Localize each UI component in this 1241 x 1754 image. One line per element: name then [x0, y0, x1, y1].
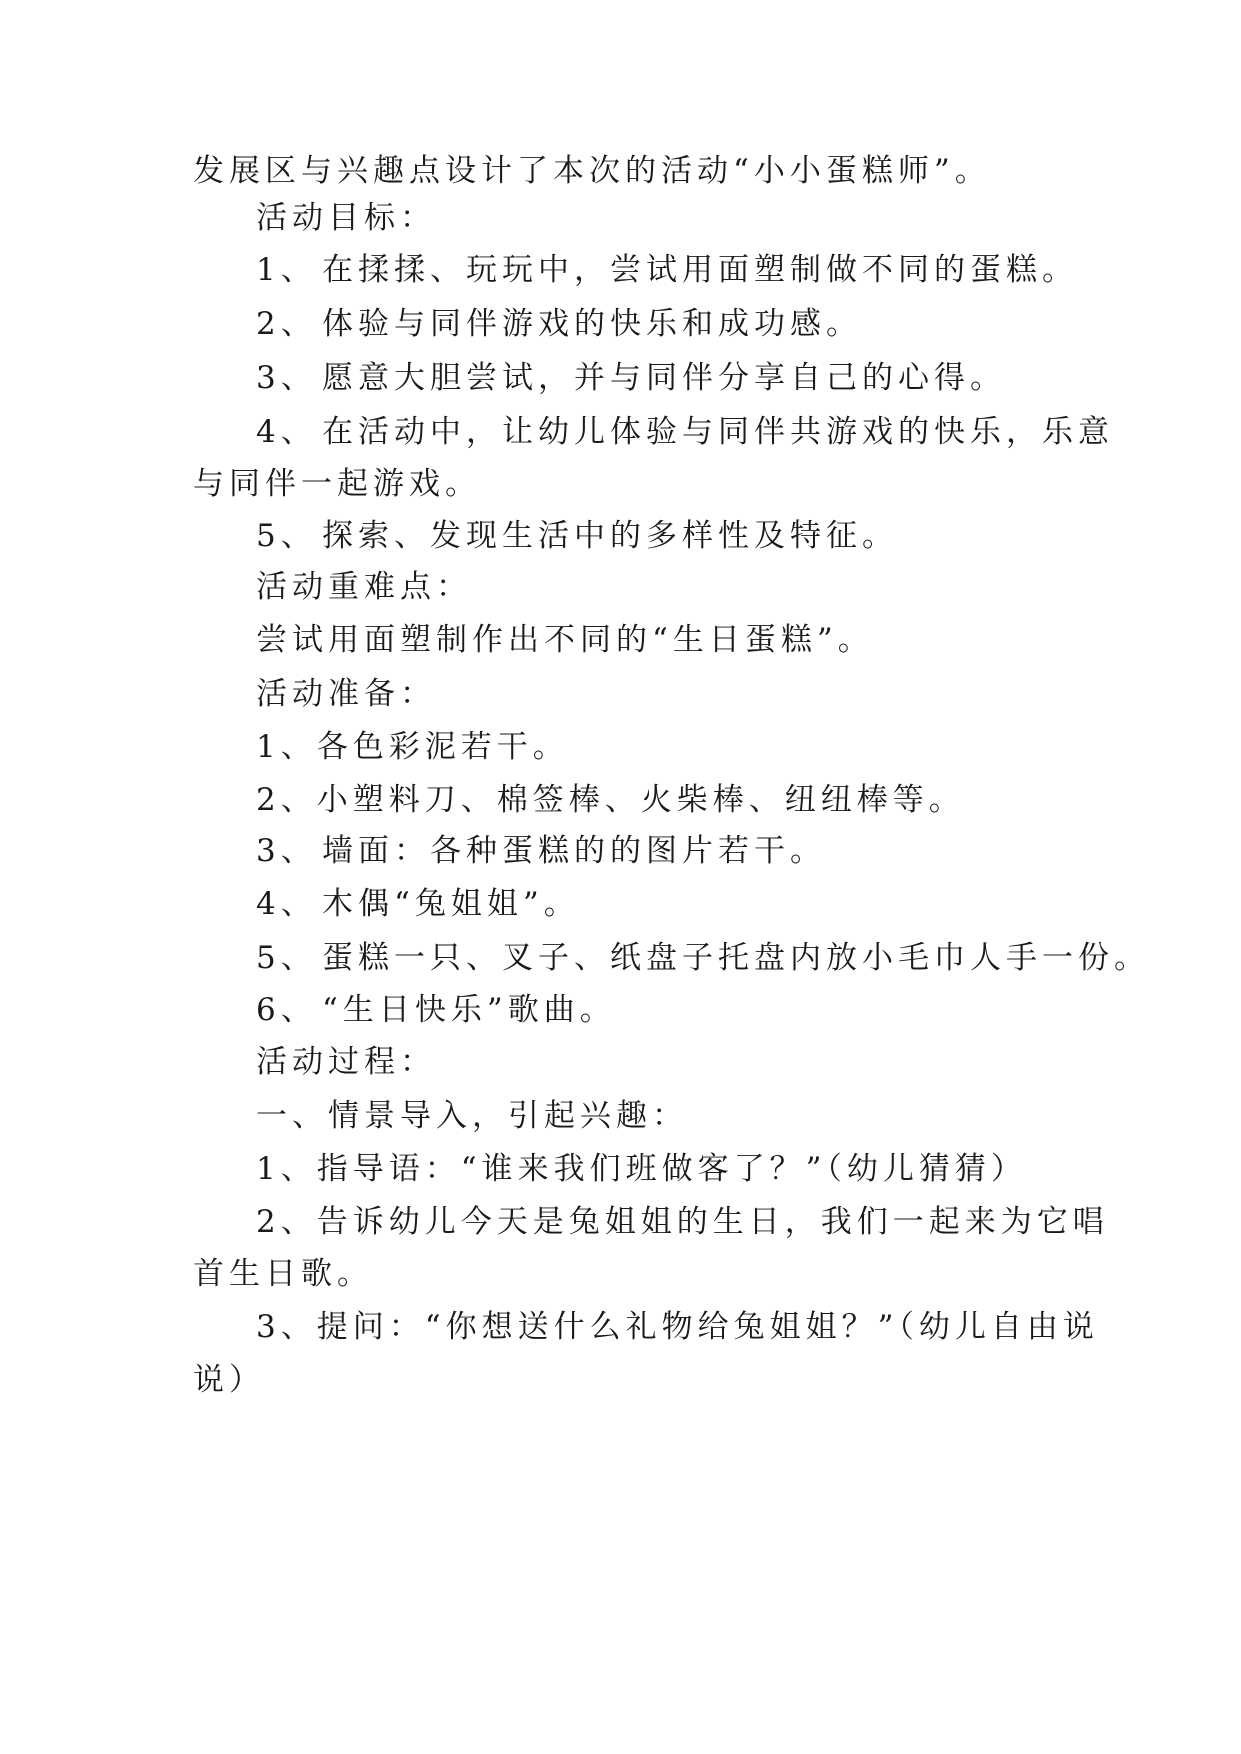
list-item-goal-4-continued: 与同伴一起游戏。 [193, 466, 481, 502]
list-item-text: 蛋糕一只、叉子、纸盘子托盘内放小毛巾人手一份。 [322, 940, 1150, 976]
process-step-1: 1、指导语：“谁来我们班做客了？”（幼儿猜猜） [256, 1151, 1027, 1187]
list-item-text: 探索、发现生活中的多样性及特征。 [322, 518, 898, 554]
list-item-text: “生日快乐”歌曲。 [322, 992, 616, 1028]
list-item-goal-5 [256, 516, 898, 556]
list-number: 1、 [256, 252, 317, 288]
list-item-goal-1 [256, 250, 1078, 290]
paragraph-line: 发展区与兴趣点设计了本次的活动“小小蛋糕师”。 [193, 153, 991, 189]
list-number: 6、 [256, 992, 317, 1028]
list-item-text: 在活动中，让幼儿体验与同伴共游戏的快乐，乐意 [322, 414, 1114, 450]
list-item-prep-2: 2、小塑料刀、棉签棒、火柴棒、纽纽棒等。 [256, 782, 965, 818]
process-step-2-continued: 首生日歌。 [193, 1256, 373, 1292]
list-number: 3、 [256, 833, 317, 869]
list-item-text: 木偶“兔姐姐”。 [322, 886, 580, 922]
subsection-heading: 一、情景导入，引起兴趣： [256, 1098, 688, 1134]
list-number: 5、 [256, 940, 317, 976]
section-heading-preparation: 活动准备： [256, 676, 436, 712]
list-number: 3、 [256, 360, 317, 396]
list-item-text: 在揉揉、玩玩中，尝试用面塑制做不同的蛋糕。 [322, 252, 1078, 288]
section-heading-process: 活动过程： [256, 1044, 436, 1080]
list-item-prep-5 [256, 938, 1150, 978]
list-number: 2、 [256, 306, 317, 342]
list-item-text: 墙面：各种蛋糕的的图片若干。 [322, 833, 826, 869]
process-step-3: 3、提问：“你想送什么礼物给兔姐姐？”（幼儿自由说 [256, 1309, 1099, 1345]
section-heading-goals: 活动目标： [256, 200, 436, 236]
list-item-text: 愿意大胆尝试，并与同伴分享自己的心得。 [322, 360, 1006, 396]
list-item-prep-1: 1、各色彩泥若干。 [256, 729, 569, 765]
list-number: 5、 [256, 518, 317, 554]
list-number: 4、 [256, 886, 317, 922]
list-item-goal-4 [256, 412, 1114, 452]
list-number: 4、 [256, 414, 317, 450]
section-heading-key-points: 活动重难点： [256, 569, 472, 605]
list-item-prep-6 [256, 990, 616, 1030]
list-item-prep-3 [256, 831, 826, 871]
process-step-2: 2、告诉幼儿今天是兔姐姐的生日，我们一起来为它唱 [256, 1204, 1109, 1240]
list-item-goal-2 [256, 304, 862, 344]
list-item-text: 体验与同伴游戏的快乐和成功感。 [322, 306, 862, 342]
process-step-3-continued: 说） [193, 1362, 265, 1398]
paragraph-line: 尝试用面塑制作出不同的“生日蛋糕”。 [256, 622, 874, 658]
list-item-prep-4 [256, 884, 580, 924]
list-item-goal-3 [256, 358, 1006, 398]
